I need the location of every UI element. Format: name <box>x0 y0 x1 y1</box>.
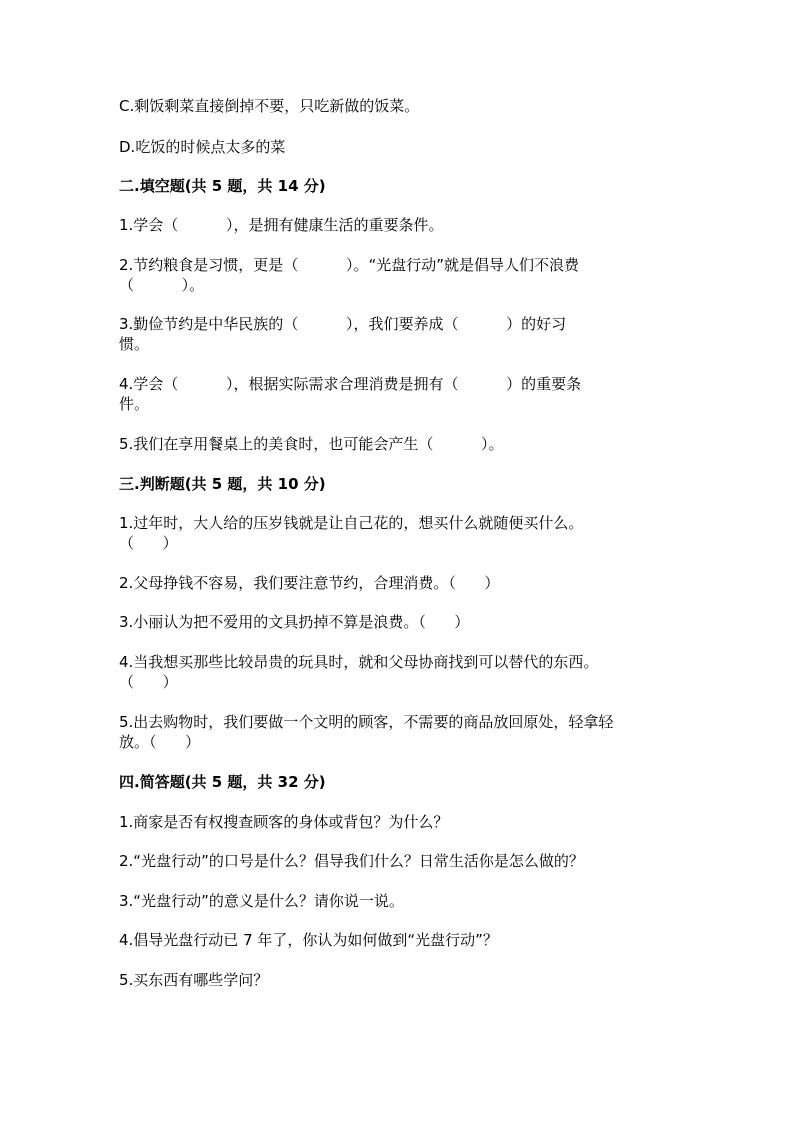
fill-question-2-line-1: 2.节约粮食是习惯，更是（ ）。“光盘行动”就是倡导人们不浪费 <box>119 256 580 274</box>
judge-question-5-line-1: 5.出去购物时，我们要做一个文明的顾客，不需要的商品放回原处，轻拿轻 <box>119 713 614 731</box>
judge-question-1-line-2: （ ） <box>119 534 178 552</box>
judge-question-4-line-2: （ ） <box>119 673 178 691</box>
section-title-short-answer: 四.简答题(共 5 题，共 32 分) <box>119 773 326 791</box>
judge-question-4-line-1: 4.当我想买那些比较昂贵的玩具时，就和父母协商找到可以替代的东西。 <box>119 653 599 671</box>
judge-question-2: 2.父母挣钱不容易，我们要注意节约，合理消费。（ ） <box>119 574 500 592</box>
short-answer-question-2: 2.“光盘行动”的口号是什么？倡导我们什么？日常生活你是怎么做的？ <box>119 852 584 870</box>
option-d: D.吃饭的时候点太多的菜 <box>119 138 286 156</box>
judge-question-5-line-2: 放。（ ） <box>119 733 201 751</box>
short-answer-question-3: 3.“光盘行动”的意义是什么？请你说一说。 <box>119 892 404 910</box>
judge-question-3: 3.小丽认为把不爱用的文具扔掉不算是浪费。（ ） <box>119 613 470 631</box>
fill-question-2-line-2: （ ）。 <box>119 276 205 294</box>
fill-question-4-line-1: 4.学会（ ），根据实际需求合理消费是拥有（ ）的重要条 <box>119 375 582 393</box>
judge-question-1-line-1: 1.过年时，大人给的压岁钱就是让自己花的，想买什么就随便买什么。 <box>119 514 584 532</box>
fill-question-3-line-2: 惯。 <box>119 335 150 353</box>
fill-question-3-line-1: 3.勤俭节约是中华民族的（ ），我们要养成（ ）的好习 <box>119 315 567 333</box>
short-answer-question-1: 1.商家是否有权搜查顾客的身体或背包？为什么？ <box>119 813 449 831</box>
fill-question-1: 1.学会（ ），是拥有健康生活的重要条件。 <box>119 216 444 234</box>
fill-question-5: 5.我们在享用餐桌上的美食时，也可能会产生（ ）。 <box>119 435 504 453</box>
option-c: C.剩饭剩菜直接倒掉不要，只吃新做的饭菜。 <box>119 97 420 115</box>
section-title-true-false: 三.判断题(共 5 题，共 10 分) <box>119 475 326 493</box>
short-answer-question-4: 4.倡导光盘行动已 7 年了，你认为如何做到“光盘行动”？ <box>119 931 498 949</box>
section-title-fill-in: 二.填空题(共 5 题，共 14 分) <box>119 177 326 195</box>
fill-question-4-line-2: 件。 <box>119 395 150 413</box>
short-answer-question-5: 5.买东西有哪些学问？ <box>119 971 269 989</box>
